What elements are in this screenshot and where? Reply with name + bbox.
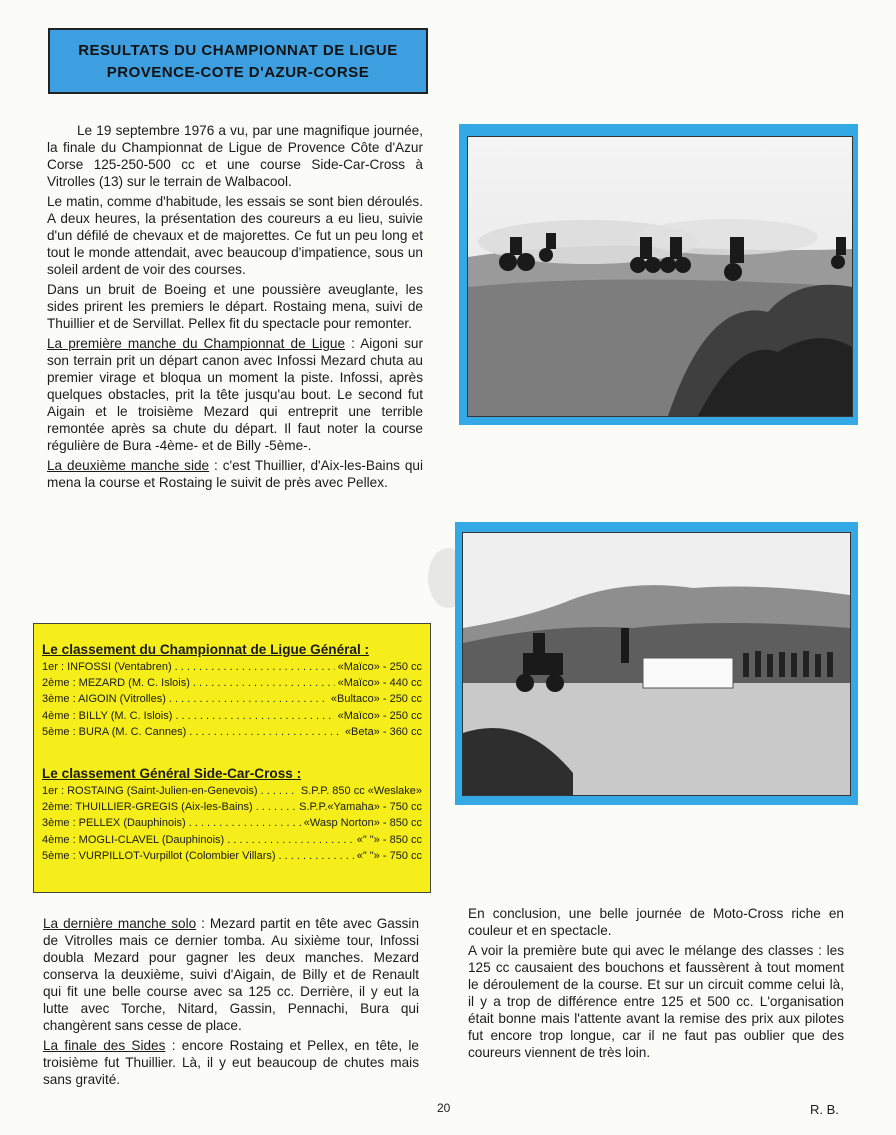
machine: S.P.P. 850 cc «Weslake» xyxy=(300,785,422,798)
machine: «Maïco» - 250 cc xyxy=(337,709,422,722)
machine: «" "» - 850 cc xyxy=(356,833,422,846)
paragraph-4 xyxy=(47,335,423,454)
standings-row xyxy=(42,783,422,799)
standings-row xyxy=(42,799,422,815)
author-signature: R. B. xyxy=(810,1102,839,1117)
paragraph-4-heading: La première manche du Championnat de Ligue xyxy=(47,336,346,351)
side-standings-list xyxy=(42,783,422,864)
machine: «Maïco» - 440 cc xyxy=(337,677,422,690)
rider: 1er : INFOSSI (Ventabren) xyxy=(42,661,172,673)
standings-row xyxy=(42,708,422,724)
rider: 1er : ROSTAING (Saint-Julien-en-Genevois) xyxy=(42,785,258,798)
paragraph-7-heading: La finale des Sides xyxy=(43,1038,166,1053)
race-start-photo xyxy=(467,136,853,417)
ligue-standings-list xyxy=(42,659,422,740)
paragraph-3: Dans un bruit de Boeing et une poussière aveuglante, les sides prirent les premiers le départ. Rostaing mena, suivi de Thuillier et de Servillat. Pellex fit du spectacle pour remonter. xyxy=(47,282,423,331)
ligue-standings-title: Le classement du Championnat de Ligue Général : xyxy=(42,642,370,657)
title-line-1: RESULTATS DU CHAMPIONNAT DE LIGUE xyxy=(78,42,398,59)
paragraph-1: Le 19 septembre 1976 a vu, par une magnifique journée, la finale du Championnat de Ligue de Provence Côte d'Azur Corse 125-250-500 cc et une course Side-Car-Cross à Vitrolles (13) sur le terrain de Walbacool. xyxy=(47,123,423,189)
standings-row xyxy=(42,691,422,707)
machine: «Wasp Norton» - 850 cc xyxy=(303,817,422,830)
conclusion-2: A voir la première bute qui avec le mélange des classes : les 125 cc causaient des bouchons et faussèrent à tout moment le déroulement de la course. Et sur un circuit comme celui là, il y a trop de différence entre 125 et 500 cc. L'organisation était bonne mais l'attente avant la remise des prix aux pilotes fut encore trop longue, car il ne faut pas oublier que des coureurs viennent de très loin. xyxy=(468,943,844,1060)
standings-row xyxy=(42,724,422,740)
sidecar-race-photo xyxy=(462,532,851,796)
paragraph-7-body: : encore Rostaing et Pellex, en tête, le troisième fut Thuillier. Là, il y eut beaucoup de chutes mais sans gravité. xyxy=(43,1038,419,1087)
article-lower-left xyxy=(43,915,419,1091)
rider: 2ème : MEZARD (M. C. Islois) xyxy=(42,677,190,690)
article-conclusion xyxy=(468,905,844,1064)
paragraph-2: Le matin, comme d'habitude, les essais se sont bien déroulés. A deux heures, la présentation des coureurs a eu lieu, suivie d'un défilé de chevaux et de majorettes. Ce fut un peu long et tout le monde attendait, avec beaucoup d'impatience, sous un soleil ardent de voir des courses. xyxy=(47,194,423,277)
paragraph-5-body: : c'est Thuillier, d'Aix-les-Bains qui mena la course et Rostaing le suivit de près avec Pellex. xyxy=(47,458,423,490)
standings-row xyxy=(42,675,422,691)
machine: S.P.P.«Yamaha» - 750 cc xyxy=(299,801,422,814)
paragraph-7 xyxy=(43,1037,419,1088)
conclusion-1: En conclusion, une belle journée de Moto-Cross riche en couleur et en spectacle. xyxy=(468,906,844,938)
rider: 5ème : VURPILLOT-Vurpillot (Colombier Villars) xyxy=(42,849,276,862)
machine: «Bultaco» - 250 cc xyxy=(330,693,422,706)
title-line-2: PROVENCE-COTE D'AZUR-CORSE xyxy=(106,64,370,81)
rider: 3ème : PELLEX (Dauphinois) xyxy=(42,817,186,830)
paragraph-5 xyxy=(47,457,423,491)
standings-row xyxy=(42,832,422,848)
standings-box xyxy=(33,623,431,893)
article-left xyxy=(47,122,423,494)
paragraph-4-body: : Aigoni sur son terrain prit un départ canon avec Infossi Mezard chuta au premier virage et bloqua un moment la piste. Infossi, après quelques obstacles, prit la tête jusqu'au bout. Le second fut Aigain et le troisième Mezard qui entreprit une terrible remontée après sa chute du départ. Il faut noter la course régulière de Bura -4ème- et de Billy -5ème-. xyxy=(47,336,423,453)
rider: 4ème : BILLY (M. C. Islois) xyxy=(42,709,173,722)
machine: «Beta» - 360 cc xyxy=(344,725,422,738)
paragraph-5-heading: La deuxième manche side xyxy=(47,458,210,473)
standings-row xyxy=(42,815,422,831)
machine: «" "» - 750 cc xyxy=(356,849,422,862)
rider: 4ème : MOGLI-CLAVEL (Dauphinois) xyxy=(42,833,225,846)
title-box xyxy=(48,28,428,94)
paragraph-6-heading: La dernière manche solo xyxy=(43,916,197,931)
rider: 5ème : BURA (M. C. Cannes) xyxy=(42,725,187,738)
side-standings-title: Le classement Général Side-Car-Cross : xyxy=(42,766,302,782)
paragraph-6 xyxy=(43,915,419,1034)
standings-row xyxy=(42,659,422,675)
page-number: 20 xyxy=(437,1101,451,1115)
paragraph-6-body: : Mezard partit en tête avec Gassin de Vitrolles mais ce dernier tomba. Au sixième tour, Infossi doubla Mezard pour gagner les deux manches. Mezard conserva la deuxième, suivi d'Aigain, de Billy et de Renault qui fit une belle course avec sa 125 cc. Derrière, il y eut la lutte avec Torche, Nitard, Gassin, Pennachi, Bura qui changèrent sans cesse de place. xyxy=(43,916,419,1033)
rider: 2ème: THUILLIER-GREGIS (Aix-les-Bains) xyxy=(42,801,253,814)
rider: 3ème : AIGOIN (Vitrolles) xyxy=(42,693,166,706)
standings-row xyxy=(42,848,422,864)
machine: «Maïco» - 250 cc xyxy=(337,661,422,673)
